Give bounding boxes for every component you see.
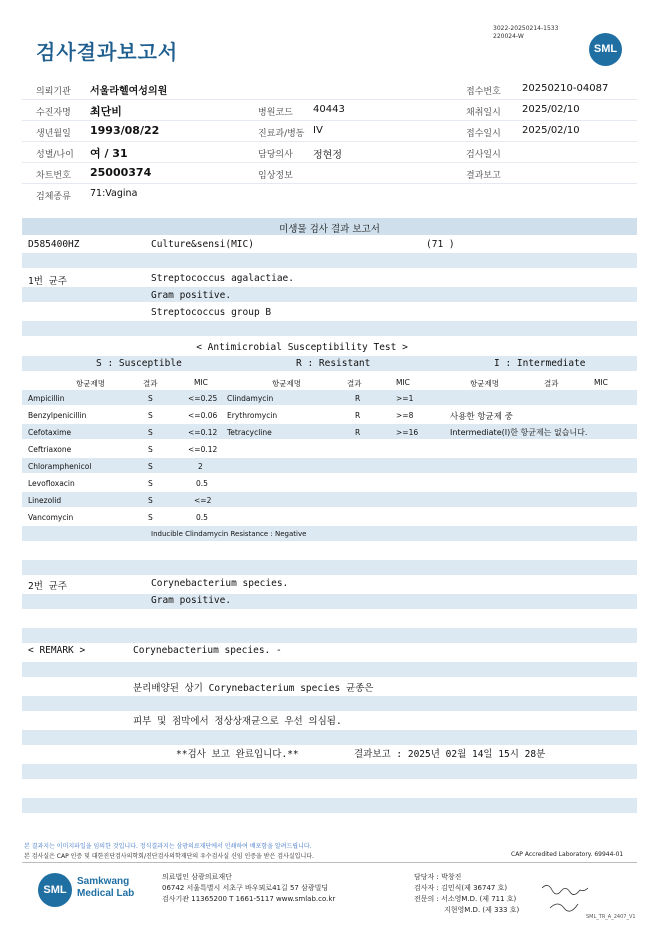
document-number-2: 220024-W xyxy=(493,33,524,40)
remark-line-3: 피부 및 점막에서 정상상재균으로 우선 의심됨. xyxy=(133,716,342,727)
test-name: Culture&sensi(MIC) xyxy=(151,239,254,250)
ast-result: S xyxy=(148,428,153,437)
lab-logo: SML xyxy=(38,873,72,907)
band xyxy=(22,390,637,405)
ast-drug: Linezolid xyxy=(28,496,62,505)
ast-drug: Ceftriaxone xyxy=(28,445,72,454)
ast-drug: Erythromycin xyxy=(227,411,278,420)
ast-mic: >=1 xyxy=(396,394,414,403)
tested-label: 검사일시 xyxy=(466,150,501,160)
staff-manager: 담당자 : 박창진 xyxy=(414,873,462,881)
ast-result: S xyxy=(148,496,153,505)
col-result-header: 결과 xyxy=(347,379,362,388)
report-time: 결과보고 : 2025년 02월 14일 15시 28분 xyxy=(354,749,546,760)
ast-drug: Ampicillin xyxy=(28,394,65,403)
ast-result: S xyxy=(148,513,153,522)
band xyxy=(22,458,637,473)
organism-2-gram: Gram positive. xyxy=(151,595,232,606)
info-row-2 xyxy=(22,100,637,121)
specimen-label: 검체종류 xyxy=(36,192,71,202)
organism-2-name: Corynebacterium species. xyxy=(151,578,289,589)
institution-label: 의뢰기관 xyxy=(36,87,71,97)
lab-name-1: Samkwang xyxy=(77,876,130,887)
intermediate-note-2: Intermediate(I)한 항균제는 없습니다. xyxy=(450,428,588,437)
ast-mic: 2 xyxy=(198,462,203,471)
ast-result: S xyxy=(148,445,153,454)
notice-accreditation: 본 검사실은 CAP 인증 및 대한진단검사의학회/진단검사의학재단의 우수검사실 신임 인증을 받은 검사실입니다. xyxy=(24,853,314,860)
ast-result: S xyxy=(148,411,153,420)
remark-line-2: 분리배양된 상기 Corynebacterium species 균종은 xyxy=(133,683,374,694)
form-id: SML_TR_A_2407_V1 xyxy=(586,914,636,920)
doctor-value: 정현정 xyxy=(313,150,342,161)
notice-blue: 본 결과지는 이미지파일을 임의한 것입니다. 정식결과지는 삼광의료재단에서 인쇄하여 배포함을 알려드립니다. xyxy=(24,843,312,850)
chart-label: 차트번호 xyxy=(36,171,71,181)
organism-1-gram: Gram positive. xyxy=(151,290,232,301)
ast-mic: <=0.06 xyxy=(188,411,218,420)
ast-result: R xyxy=(355,411,361,420)
ast-result: R xyxy=(355,428,361,437)
institution-value: 서울라헬여성의원 xyxy=(90,86,168,97)
dob-value: 1993/08/22 xyxy=(90,124,160,137)
ast-result: S xyxy=(148,462,153,471)
col-mic-header: MIC xyxy=(194,378,208,387)
ast-result: S xyxy=(148,394,153,403)
band xyxy=(22,321,637,336)
lab-name xyxy=(77,876,134,900)
info-row-1 xyxy=(22,79,637,100)
info-row-3 xyxy=(22,121,637,142)
sex-age-label: 성별/나이 xyxy=(36,150,74,160)
report-complete: **검사 보고 완료입니다.** xyxy=(176,749,299,760)
ast-mic: <=0.12 xyxy=(188,445,218,454)
ast-mic: <=2 xyxy=(194,496,212,505)
document-number-1: 3022-20250214-1533 xyxy=(493,25,559,32)
collected-value: 2025/02/10 xyxy=(522,104,580,115)
ast-drug: Levofloxacin xyxy=(28,479,75,488)
ast-drug: Cefotaxime xyxy=(28,428,72,437)
ast-mic: 0.5 xyxy=(196,479,208,488)
legend-resistant: R : Resistant xyxy=(296,358,371,369)
lab-address xyxy=(162,872,335,905)
lab-address-3: 검사기관 11365200 T 1661-5117 www.smlab.co.kr xyxy=(162,895,336,903)
col-drug-header: 항균제명 xyxy=(76,379,105,388)
staff-list xyxy=(414,872,519,916)
band xyxy=(22,526,637,541)
band xyxy=(22,662,637,677)
band xyxy=(22,628,637,643)
ast-result: S xyxy=(148,479,153,488)
ast-mic: >=8 xyxy=(396,411,414,420)
band xyxy=(22,798,637,813)
chart-value: 25000374 xyxy=(90,166,152,179)
organism-2-label: 2번 균주 xyxy=(28,581,67,592)
ast-drug: Vancomycin xyxy=(28,513,74,522)
cap-accreditation: CAP Accredited Laboratory. 69944-01 xyxy=(511,851,624,858)
ast-title: < Antimicrobial Susceptibility Test > xyxy=(196,342,408,353)
band xyxy=(22,696,637,711)
doctor-label: 담당의사 xyxy=(258,150,293,160)
legend-intermediate: I : Intermediate xyxy=(494,358,586,369)
col-drug-header: 항균제명 xyxy=(272,379,301,388)
signature-icon xyxy=(540,882,590,912)
col-drug-header: 항균제명 xyxy=(470,379,499,388)
band xyxy=(22,492,637,507)
receipt-no-label: 접수번호 xyxy=(466,87,501,97)
clinical-label: 임상정보 xyxy=(258,171,293,181)
test-number: (71 ) xyxy=(426,239,455,250)
info-row-5 xyxy=(22,163,637,184)
remark-label: < REMARK > xyxy=(28,645,86,656)
collected-label: 채취일시 xyxy=(466,108,501,118)
organism-1-label: 1번 균주 xyxy=(28,276,67,287)
staff-tester: 검사자 : 김민식(제 36747 호) xyxy=(414,884,508,892)
ast-mic: >=16 xyxy=(396,428,419,437)
intermediate-note-1: 사용한 항균제 중 xyxy=(450,412,513,422)
patient-value: 최단비 xyxy=(90,105,122,118)
patient-label: 수진자명 xyxy=(36,108,71,118)
page-title: 검사결과보고서 xyxy=(36,40,179,64)
organism-1-group: Streptococcus group B xyxy=(151,307,272,318)
lab-address-2: 06742 서울특별시 서초구 바우뫼로41길 57 삼광빌딩 xyxy=(162,884,329,892)
ast-drug: Chloramphenicol xyxy=(28,462,92,471)
ast-result: R xyxy=(355,394,361,403)
col-mic-header: MIC xyxy=(396,378,410,387)
footer-divider xyxy=(22,862,637,863)
col-result-header: 결과 xyxy=(544,379,559,388)
specimen-value: 71:Vagina xyxy=(90,188,138,199)
ast-mic: <=0.12 xyxy=(188,428,218,437)
band xyxy=(22,253,637,268)
band xyxy=(22,560,637,575)
col-mic-header: MIC xyxy=(594,378,608,387)
info-row-6 xyxy=(22,184,637,204)
ast-mic: <=0.25 xyxy=(188,394,218,403)
ast-drug: Benzylpenicillin xyxy=(28,411,87,420)
col-result-header: 결과 xyxy=(143,379,158,388)
ast-drug: Clindamycin xyxy=(227,394,274,403)
band xyxy=(22,764,637,779)
reported-label: 결과보고 xyxy=(466,171,501,181)
sml-logo: SML xyxy=(589,33,622,66)
ast-drug: Tetracycline xyxy=(227,428,272,437)
dept-label: 진료과/병동 xyxy=(258,129,305,139)
organism-1-name: Streptococcus agalactiae. xyxy=(151,273,294,284)
dept-value: IV xyxy=(313,125,323,136)
ast-mic: 0.5 xyxy=(196,513,208,522)
received-value: 2025/02/10 xyxy=(522,125,580,136)
hospital-code-label: 병원코드 xyxy=(258,108,293,118)
info-row-4 xyxy=(22,142,637,163)
staff-specialist-2: 지현영M.D. (제 333 호) xyxy=(444,906,520,914)
hospital-code-value: 40443 xyxy=(313,104,345,115)
received-label: 접수일시 xyxy=(466,129,501,139)
test-code: D585400HZ xyxy=(28,239,80,250)
band xyxy=(22,287,637,302)
inducible-clindamycin: Inducible Clindamycin Resistance : Negative xyxy=(151,530,307,538)
band xyxy=(22,730,637,745)
lab-name-2: Medical Lab xyxy=(77,888,135,899)
dob-label: 생년월일 xyxy=(36,129,71,139)
lab-address-1: 의료법인 삼광의료재단 xyxy=(162,873,232,881)
legend-susceptible: S : Susceptible xyxy=(96,358,182,369)
document-number xyxy=(493,25,558,41)
band xyxy=(22,594,637,609)
sex-age-value: 여 / 31 xyxy=(90,147,128,160)
staff-specialist-1: 전문의 : 서소영M.D. (제 711 호) xyxy=(414,895,517,903)
section-title: 미생물 검사 결과 보고서 xyxy=(279,224,380,235)
receipt-no-value: 20250210-04087 xyxy=(522,83,609,94)
remark-line-1: Corynebacterium species. - xyxy=(133,645,282,656)
